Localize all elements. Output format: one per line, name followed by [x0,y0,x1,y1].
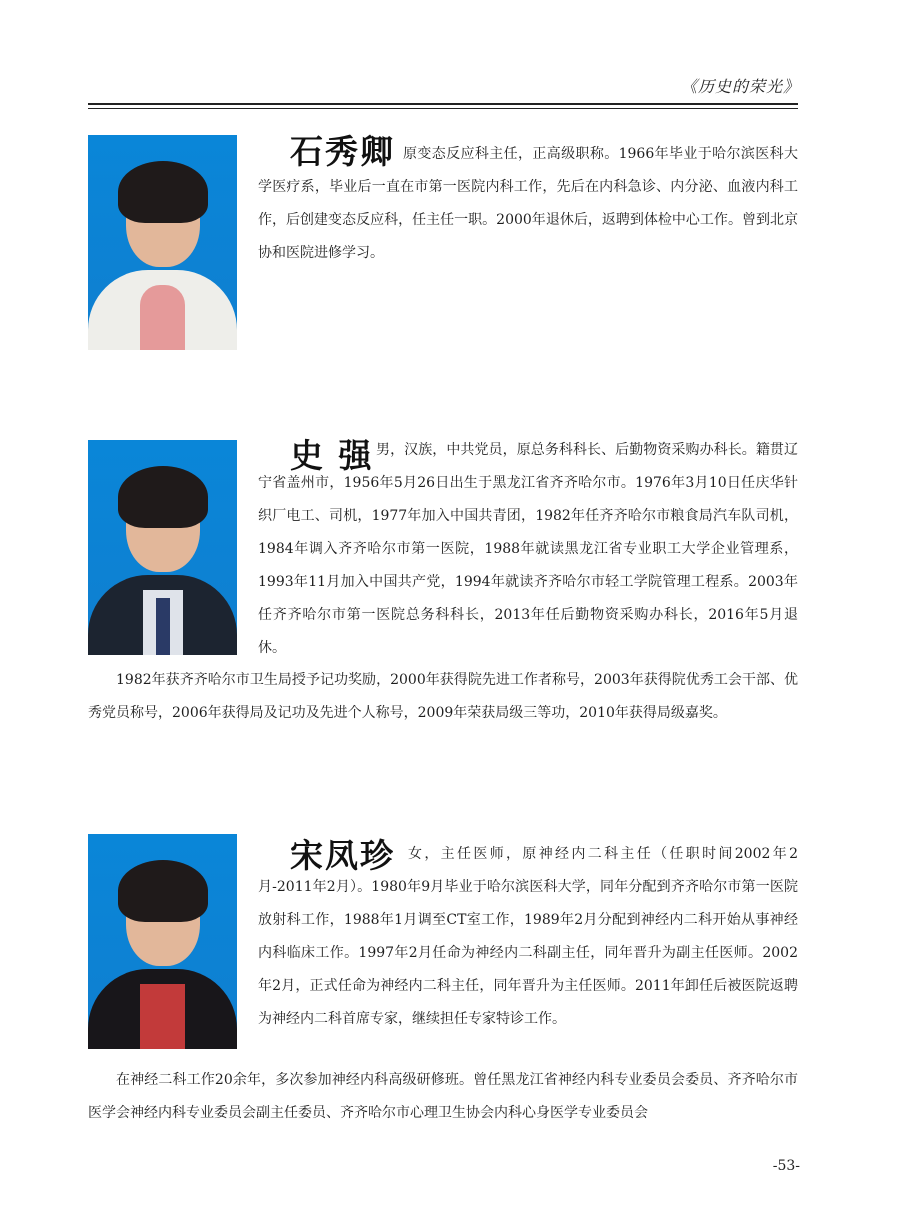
portrait-photo [88,834,237,1049]
person-name: 石秀卿 [290,132,395,171]
portrait-photo [88,135,237,350]
person-awards: 1982年获齐齐哈尔市卫生局授予记功奖励，2000年获得院先进工作者称号，2003年获得院优秀工会干部、优秀党员称号，2006年获得局及记功及先进个人称号，2009年荣获局级三等功，2010年获得局级嘉奖。 [88,672,798,721]
person-name: 史 强 [290,436,374,475]
header-rule-thin [88,108,798,109]
person-name: 宋凤珍 [290,836,395,875]
portrait-tie [156,598,170,655]
person-bio: 男，汉族，中共党员，原总务科科长、后勤物资采购办科长。籍贯辽宁省盖州市，1956年5月26日出生于黑龙江省齐齐哈尔市。1976年3月10日任庆华针织厂电工、司机，1977年加入中国共青团，1982年任齐齐哈尔市粮食局汽车队司机，1984年调入齐齐哈尔市第一医院，1988年就读黑龙江省专业职工大学企业管理系，1993年11月加入中国共产党，1994年就读齐齐哈尔市轻工学院管理工程系。2003年任齐齐哈尔市第一医院总务科科长，2013年任后勤物资采购办科长，2016年5月退休。 [258,442,798,656]
portrait-collar [140,984,185,1049]
portrait-hair [118,161,208,223]
header-rule-thick [88,103,798,105]
page-number: -53- [772,1158,800,1174]
portrait-collar [140,285,185,350]
person-experience: 在神经二科工作20余年，多次参加神经内科高级研修班。曾任黑龙江省神经内科专业委员会委员、齐齐哈尔市医学会神经内科专业委员会副主任委员、齐齐哈尔市心理卫生协会内科心身医学专业委员会 [88,1072,798,1121]
portrait-hair [118,466,208,528]
person-bio: 女，主任医师，原神经内二科主任（任职时间2002年2月-2011年2月）。1980年9月毕业于哈尔滨医科大学，同年分配到齐齐哈尔市第一医院放射科工作，1988年1月调至CT室工作，1989年2月分配到神经内二科开始从事神经内科临床工作。1997年2月任命为神经内二科副主任，同年晋升为副主任医师。2002年2月，正式任命为神经内二科主任，同年晋升为主任医师。2011年卸任后被医院返聘为神经内二科首席专家，继续担任专家特诊工作。 [258,846,798,1027]
portrait-hair [118,860,208,922]
book-title: 《历史的荣光》 [680,77,800,96]
portrait-photo [88,440,237,655]
person-bio: 原变态反应科主任，正高级职称。1966年毕业于哈尔滨医科大学医疗系，毕业后一直在市第一医院内科工作，先后在内科急诊、内分泌、血液内科工作，后创建变态反应科，任主任一职。2000年退休后，返聘到体检中心工作。曾到北京协和医院进修学习。 [258,146,798,261]
